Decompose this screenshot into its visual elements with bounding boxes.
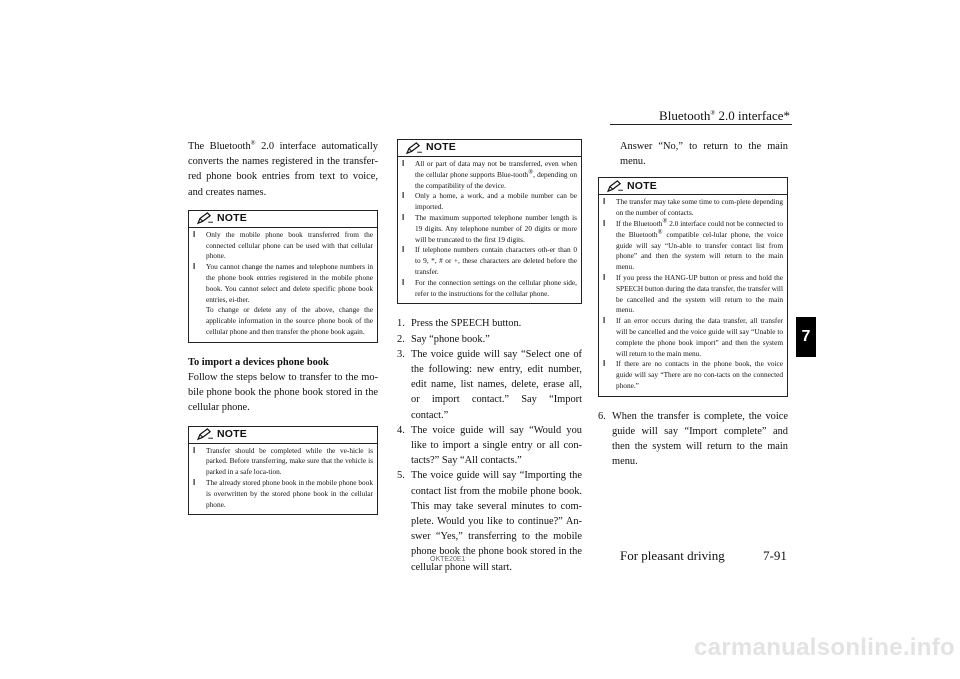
note-continuation: To change or delete any of the above, change the applicable information in the source phone book of the cellular phone and then transfer the phone book again.: [206, 305, 373, 336]
note-item: l Transfer should be completed while the ve-hicle is parked. Before transferring, make sure that the vehicle is parked in a safe loca-tion.: [193, 446, 373, 478]
step-item: 4. The voice guide will say “Would you like to import a single entry or all con-tacts?” Say “All contacts.”: [397, 424, 582, 467]
note-list: [193, 230, 373, 338]
note-box-transfer-parked: [188, 426, 378, 516]
note-box-transferred-phonebook: [188, 210, 378, 343]
note-header: NOTE: [398, 140, 581, 157]
note-header: NOTE: [189, 211, 377, 228]
note-item: l If the Bluetooth® 2.0 interface could not be connected to the Bluetooth® compatible cel-lular phone, the voice guide will say “Un-able to transfer contact list from phone” and then the system will return to the main menu.: [603, 219, 783, 273]
note-header: NOTE: [599, 178, 787, 195]
footer-section-title: For pleasant driving: [620, 548, 725, 563]
note-item: l If you press the HANG-UP button or press and hold the SPEECH button during the data transfer, the transfer will be cancelled and the system will return to the main menu.: [603, 273, 783, 316]
step-item: 1. Press the SPEECH button.: [397, 318, 522, 330]
note-item: l If an error occurs during the data transfer, all transfer will be cancelled and the voice guide will say “Unable to complete the phone book import” and then the system will return to the main menu.: [603, 316, 783, 359]
note-pencil-icon: [607, 180, 624, 193]
note-item: l If there are no contacts in the phone book, the voice guide will say “There are no con-tacts on the connected phone.”: [603, 359, 783, 391]
note-list: [193, 446, 373, 511]
step-item: 2. Say “phone book.”: [397, 333, 490, 345]
step-item: 5. The voice guide will say “Importing the contact list from the mobile phone book. This may take several minutes to com-plete. Would you like to continue?” An-swer “Yes,” transferring to the mobile phone book the phone book stored in the cellular phone will start.: [397, 470, 582, 573]
steps-list: [397, 316, 582, 574]
step-item: 6. When the transfer is complete, the voice guide will say “Import complete” and then the system will return to the main menu.: [598, 410, 788, 468]
note-list: [402, 159, 577, 299]
note-item: l You cannot change the names and telephone numbers in the phone book entries registered in the mobile phone book. You cannot select and delete specific phone book entries, ei-ther. To change or delete any of the above, change the applicable information in the source phone book of the cellular phone and then transfer the phone book again.: [193, 262, 373, 338]
document-code: OKTE20E1: [430, 556, 466, 563]
note-pencil-icon: [197, 428, 214, 441]
running-header: Bluetooth® 2.0 interface*: [659, 108, 790, 123]
left-column: [188, 139, 378, 515]
note-item: l For the connection settings on the cellular phone side, refer to the instructions for the cellular phone.: [402, 278, 577, 300]
note-item: l All or part of data may not be transferred, even when the cellular phone supports Blue-tooth®, depending on the compatibility of the device.: [402, 159, 577, 191]
note-list: [603, 197, 783, 391]
right-column: [598, 139, 788, 470]
note-item: l If telephone numbers contain characters oth-er than 0 to 9, *, # or +, these characters are deleted before the transfer.: [402, 245, 577, 277]
note-box-transfer-errors: [598, 177, 788, 396]
note-item: l The already stored phone book in the mobile phone book is overwritten by the stored phone book in the cellular phone.: [193, 478, 373, 510]
note-item: l Only a home, a work, and a mobile number can be imported.: [402, 191, 577, 213]
intro-paragraph: The Bluetooth® 2.0 interface automatically converts the names registered in the transfer-red phone book entries from text to voice, and creates names.: [188, 139, 378, 198]
note-item: l The transfer may take some time to com-plete depending on the number of contacts.: [603, 197, 783, 219]
import-paragraph: Follow the steps below to transfer to the mo-bile phone book the phone book stored in the cellular phone.: [188, 371, 378, 414]
note-item: l The maximum supported telephone number length is 19 digits. Any telephone number of 20 digits or more will be truncated to the first 19 digits.: [402, 213, 577, 245]
note-pencil-icon: [406, 142, 423, 155]
note-box-transfer-limits: [397, 139, 582, 304]
import-heading: To import a devices phone book: [188, 356, 329, 368]
chapter-tab: 7: [796, 317, 816, 357]
answer-paragraph: Answer “No,” to return to the main menu.: [620, 141, 788, 168]
watermark: carmanualsonline.info: [693, 634, 955, 661]
header-rule: [610, 124, 792, 125]
note-pencil-icon: [197, 212, 214, 225]
note-item: l Only the mobile phone book transferred from the connected cellular phone can be used with that cellular phone.: [193, 230, 373, 262]
page-number: 7-91: [763, 548, 787, 563]
middle-column: [397, 139, 582, 575]
note-header: NOTE: [189, 427, 377, 444]
step-item: 3. The voice guide will say “Select one of the following: new entry, edit number, edit name, list names, delete, erase all, or import contact.” Say “Import contact.”: [397, 348, 582, 421]
steps-list-continued: [598, 409, 788, 470]
